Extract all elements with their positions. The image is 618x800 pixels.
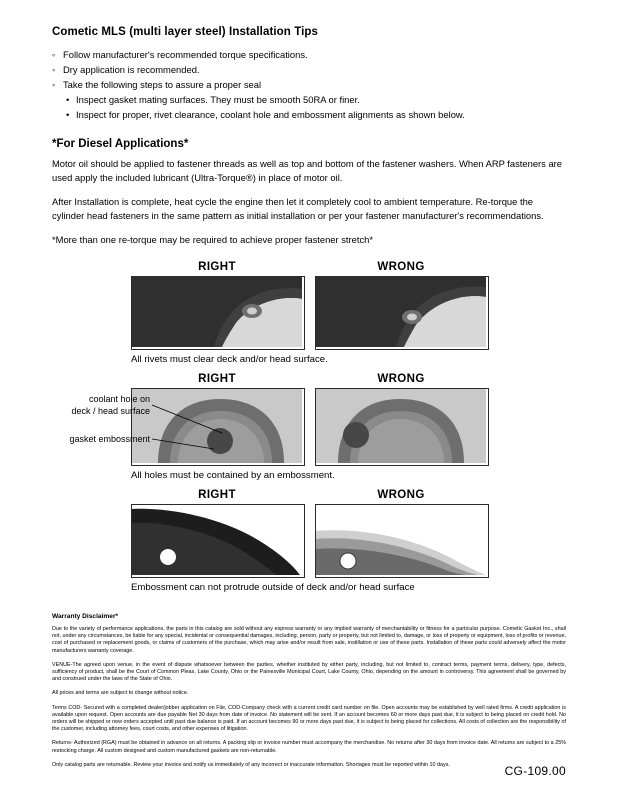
list-item: • Inspect gasket mating surfaces. They must be smooth 50RA or finer.: [66, 92, 566, 107]
figure-label-wrong: WRONG: [377, 260, 425, 273]
figure-caption-embossment: Embossment can not protrude outside of deck and/or head surface: [131, 581, 415, 593]
figure-label-right: RIGHT: [198, 488, 236, 501]
figure-image-hole-right: [131, 388, 305, 466]
figure-image-emboss-wrong: [315, 504, 489, 578]
figure-label-right: RIGHT: [198, 372, 236, 385]
callout-coolant-hole: coolant hole on deck / head surface: [71, 393, 150, 416]
warranty-paragraph: All prices and terms are subject to change without notice.: [52, 690, 189, 697]
installation-tips-sublist: [52, 92, 566, 122]
figure-row-embossment: [52, 489, 566, 578]
figure-label-wrong: WRONG: [377, 488, 425, 501]
figure-caption-wrap-3: [131, 582, 487, 593]
figure-caption-rivets: All rivets must clear deck and/or head surface.: [131, 353, 328, 365]
figure-label-wrong: WRONG: [377, 372, 425, 385]
figure-hole-right: [131, 373, 303, 466]
figures-section: [52, 261, 566, 593]
list-item: • Inspect for proper, rivet clearance, coolant hole and embossment alignments as shown below.: [66, 107, 566, 122]
figure-label-right: RIGHT: [198, 260, 236, 273]
warranty-heading: Warranty Disclaimer*: [52, 612, 119, 620]
warranty-paragraph: Only catalog parts are returnable. Review your invoice and notify us immediately of any incorrect or inaccurate information. Shortages must be reported within 10 days.: [52, 761, 450, 768]
figure-image-rivet-right: [131, 276, 305, 350]
document-number: CG-109.00: [504, 764, 566, 778]
figure-rivet-right: [131, 261, 303, 350]
warranty-paragraph: Terms COD- Secured with a completed dealer/jobber application on File, COD-Company check with a current credit card number on file. Open accounts may be established by well rated firms. A credit application is available upon request. Open accounts are due payable Net 30 days from date of invoice. No statement will be sent. If an account becomes 60 or more days past due, it is subject to being placed on credit hold. No orders will be shipped or new orders accepted until past due balance is paid. If an account becomes 90 or more days past due, it is subject to being placed for collections. All costs of collection are the responsibility of the customer, including attorney fees, court costs, and other expenses of litigation.: [52, 704, 566, 733]
figure-hole-wrong: [315, 373, 487, 466]
figure-caption-wrap-2: [131, 470, 487, 481]
warranty-paragraph: Due to the variety of performance applications, the parts in this catalog are sold without any express warranty or any implied warranty of merchantability or fitness for a particular purpose. Cometic Gasket Inc., shall not, under any circumstances, be liable for any special, incidental or consequential damages, including, person, party or property, but not limited to, damage, or loss of property or equipment, loss of profits or revenue, cost of purchased or replacement goods, or claims of customers of the purchase, which may arise and/or result from sale, instillation or use of these parts. Installation of these parts could adversely affect the motor manufacturers warranty coverage.: [52, 625, 566, 654]
diesel-section-heading: *For Diesel Applications*: [52, 138, 189, 150]
warranty-paragraph: VENUE-The agreed upon venue, in the event of dispute whatsoever between the parties, whether instituted by either party, including, but not limited to, contract terms, payment terms, delivery, type, defects, sufficiency of product, shall be the Court of Common Pleas, Lake County, Ohio or the Painesville Municipal Court, Lake County, Ohio, depending on the amount in controversy. This agreement shall be governed by and construed under the laws of the State of Ohio.: [52, 661, 566, 683]
figure-image-hole-wrong: [315, 388, 489, 466]
figure-row-rivets: [52, 261, 566, 350]
list-item: ◦ Dry application is recommended.: [52, 62, 566, 77]
figure-image-emboss-right: [131, 504, 305, 578]
warranty-paragraph: Returns- Authorized (RGA) must be obtained in advance on all returns. A packing slip or invoice number must accompany the merchandise. No returns after 30 days from invoice date. All returns are subject to a 25% restocking charge. All custom designed and custom manufactured gaskets are non-returnable.: [52, 740, 566, 754]
diesel-paragraph-1: Motor oil should be applied to fastener threads as well as top and bottom of the fastener washers. When ARP fasteners are used apply the included lubricant (Ultra-Torque®) in place of motor oil.: [52, 158, 563, 183]
list-item: ◦ Follow manufacturer's recommended torque specifications.: [52, 47, 566, 62]
list-item: ◦ Take the following steps to assure a proper seal: [52, 77, 566, 92]
page-title: Cometic MLS (multi layer steel) Installation Tips: [52, 26, 319, 38]
figure-emboss-right: [131, 489, 303, 578]
installation-tips-list: [52, 47, 566, 92]
callout-gasket-embossment: gasket embossment: [69, 433, 150, 444]
figure-rivet-wrong: [315, 261, 487, 350]
warranty-section: [52, 613, 566, 769]
figure-caption-holes: All holes must be contained by an embossment.: [131, 469, 335, 481]
diesel-paragraph-3: *More than one re-torque may be required to achieve proper fastener stretch*: [52, 234, 374, 246]
figure-image-rivet-wrong: [315, 276, 489, 350]
diesel-paragraph-2: After Installation is complete, heat cycle the engine then let it completely cool to ambient temperature. Re-torque the cylinder head fasteners in the same pattern as initial installation or per your fastener manufacturer's recommendations.: [52, 196, 544, 221]
figure-row-holes: [52, 373, 566, 466]
figure-emboss-wrong: [315, 489, 487, 578]
figure-caption-wrap-1: [131, 354, 487, 365]
